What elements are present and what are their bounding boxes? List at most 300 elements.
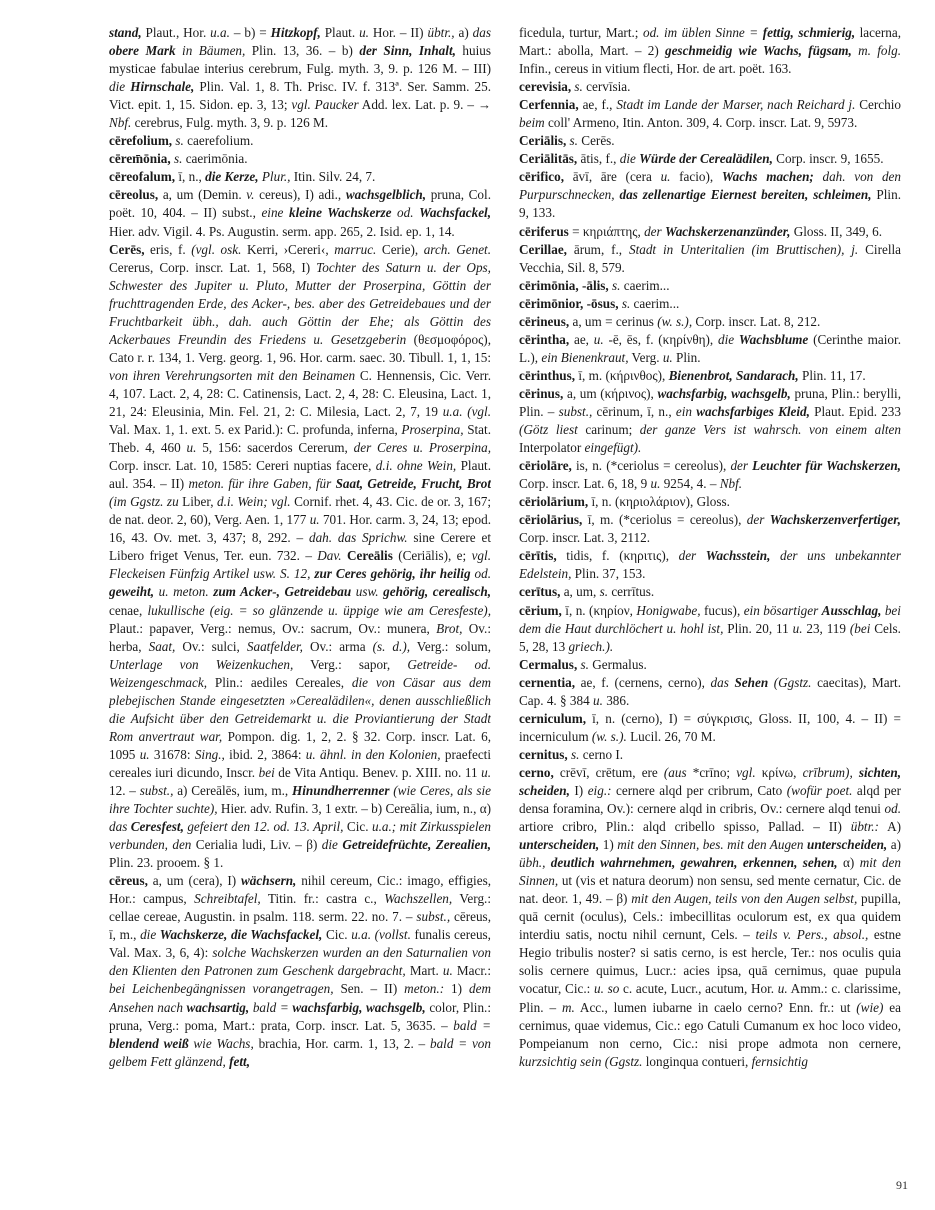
dictionary-entry [519,710,901,746]
entry-text: ī, n. (κηρίον, [561,602,637,618]
entry-text: Würde der Cerealädilen, [639,151,773,167]
entry-text: u. so [594,981,620,997]
entry-text: a, um, [560,584,600,600]
entry-text: carinum; [577,422,640,438]
entry-text: a, um (cera), I) [147,873,242,889]
entry-text: ibid. 2, 3864: [224,746,306,762]
entry-text: s. [173,151,183,167]
entry-text: s. [574,79,583,95]
entry-text: pruna, Col. poët. 10, 404. – II) subst., [109,187,491,221]
entry-text: blendend weiß [109,1035,189,1051]
entry-text: caerimōnia. [182,151,248,167]
entry-text: ae, f. (cernens, cerno), [575,674,711,690]
entry-text: Macr.: [452,963,491,979]
entry-text: cereus), I) adi., [254,187,346,203]
entry-text: s. [612,277,621,293]
entry-text: vgl. Paucker [291,97,359,113]
dictionary-entry [109,168,491,186]
entry-text: is, n. (*ceriolus = cereolus), [571,458,731,474]
entry-text: α) [837,855,860,871]
entry-text: u. [593,692,603,708]
entry-headword: cēreolus, [109,187,159,203]
entry-text: gefeiert den 12. od. 13. April, [183,819,344,835]
entry-text: Stat. Theb. 4, 460 [109,422,491,456]
entry-text: Sing., [194,746,225,762]
entry-text: caerefolium. [183,133,254,149]
dictionary-entry [519,367,901,385]
entry-text: Sen. – II) [333,981,405,997]
entry-text: (wie Ceres, als sie ihre Tochter suchte), [109,782,491,817]
entry-text: facio), [670,169,722,185]
entry-text: die [109,79,131,95]
entry-text: Val. Max. 1, 1. ext. 5. ex Parid.): C. profunda, inferna, [109,422,402,438]
entry-text: Stadt im Lande der Marser, nach Reichard j. [616,97,856,113]
dictionary-entry [519,96,901,132]
entry-text: (Ggstz. [768,674,812,690]
entry-text: s. [599,584,609,600]
entry-text: u. [650,476,661,492]
entry-text: der uns unbekannter Edelstein, [519,548,901,582]
entry-text: u.a. (vollst. [351,927,411,943]
entry-text: A) [878,819,901,835]
entry-text: Tochter des Saturn u. der Ops, Schwester des Jupiter u. Pluto, Mutter der Proserpina, Göttin der fruchttragenden Erde, des Acker-, bes. aber des Getreidebaues und der Fruchtbarkeit übh., dah. auch Göttin der Ehe; als Göttin des Ackerbaues Freundin des Friedens u. Gesetzgeberin [109,259,491,347]
entry-text: Wachskerze, die Wachsfackel, [159,927,323,943]
entry-text: usw. [351,584,379,600]
entry-text: 23, 119 [802,620,850,636]
dictionary-entry [519,241,901,277]
entry-text: Hier. adv. Vigil. 4. Ps. Augustin. serm. app. 265, 2. Isid. ep. 1, 14. [109,223,455,239]
entry-text: bald = [249,999,293,1015]
entry-text: u. [186,440,197,456]
entry-text: d.i. ohne Wein, [375,458,457,474]
entry-text: artiore cribro, Plin.: alqd cribello spisso, Pallad. – II) [519,819,851,835]
entry-headword: cērineus, [519,313,570,329]
entry-text: Stadt in Unteritalien (im Bruttischen), j. [628,241,859,257]
entry-text: 31678: [149,746,195,762]
entry-text: (Ceriālis), e; [392,548,472,564]
entry-text: der [730,458,753,474]
entry-text: Nbf. [719,476,743,492]
entry-text: die von Cäsar aus dem plebejischen Stande eingesetzten »Cerealädilen«, denen ausschließlich die Aufsicht über den Getreidemarkt u. die Proviantierung der Stadt Rom anvertraut war, [109,674,491,744]
entry-text: die [718,331,739,347]
entry-text: Plin. 9, 133. [519,187,901,221]
entry-text: Plin.: aediles Cereales, [207,674,352,690]
entry-text: ae, f., [578,97,617,113]
entry-text: Interpolator [519,440,585,456]
entry-text: der [644,223,665,239]
entry-text: Hitzkopf, [270,25,321,40]
entry-text: Ceresfest, [130,819,184,835]
entry-text: Brot, [436,620,463,636]
entry-text: u. [359,25,369,40]
entry-text: cēreus, ī, m., [109,909,491,943]
entry-text: Cic. [322,927,352,943]
entry-text: u.a. (vgl. [442,403,491,419]
entry-text: Cerēs. [577,133,615,149]
entry-text: 1) [444,981,469,997]
entry-text: Amm.: c. clarissime, Plin. – [519,981,901,1015]
entry-text: fettig, schmierig, [762,25,856,40]
entry-text: Cornif. rhet. 4, 43. Cic. de or. 3, 167; de nat. deor. 2, 60), Verg. Aen. 1, 177 [109,494,491,528]
entry-text: Bienenbrot, Sandarach, [668,367,799,383]
entry-text: u. [481,764,491,780]
entry-text: Verg.: solum, [410,638,491,654]
entry-text: Saat, Getreide, Frucht, Brot [335,476,491,492]
dictionary-entry [109,186,491,240]
entry-text: Plin. 23. prooem. § 1. [109,855,224,871]
entry-text: Plin. 11, 17. [798,367,866,383]
entry-text: (w. s.). [591,728,627,744]
entry-text: c. acute, Lucr., acutum, Hor. [619,981,778,997]
entry-text: wachsartig, [186,999,250,1015]
entry-text: 701. Hor. carm. 3, 24, 13; epod. 16, 43. Ov. met. 3, 437; 8, 292. – [109,512,491,546]
entry-text: ein bösartiger [743,602,822,618]
entry-text: estne Hegio tribulis noster? si satis cerno, is est hercle, Ter.: nos oculis quia solis cernere quimus, Lucr.: acies ipsa, quā cernimus, quae pupula vocatur, Cic.: [519,927,901,997]
entry-text: Cerialia ludi, Liv. – β) [191,837,322,853]
entry-text: vgl. Fleckeisen Fünfzig Artikel usw. S. 12, [109,548,491,582]
entry-text: (wofür poet. [786,782,853,798]
entry-text: de Vita Antiqu. Benev. p. XIII. no. 11 [274,764,482,780]
entry-text: s. [571,746,580,762]
entry-text: Plaut. [320,25,360,40]
dictionary-entry [109,241,491,873]
entry-text: ae, [569,331,594,347]
dictionary-entry [519,746,901,764]
entry-text: wachsfarbig, wachsgelb, [292,999,426,1015]
dictionary-entry [519,547,901,583]
entry-text: od. im üblen Sinne = [642,25,763,40]
entry-text: subst., [416,909,451,925]
entry-text: s. [175,133,184,149]
entry-text: 5, 156: sacerdos Cererum, [196,440,354,456]
entry-text: Getreidefrüchte, Zerealien, [342,837,491,853]
entry-text: die [140,927,160,943]
entry-text: Sehen [734,674,769,690]
entry-text: sine Cerere et Libero friget Venus, Ter. eun. 732. – [109,530,491,564]
dictionary-entry [519,331,901,367]
entry-text: griech.). [568,638,614,654]
entry-text: Titin. fr.: castra c., [260,891,385,907]
entry-text: dah. von den Purpurschnecken, [519,169,901,203]
entry-text: (Cerinthe maior. L.), [519,331,901,365]
entry-text: mit den Augen, teils von den Augen selbst, [631,891,858,907]
entry-text: meton. für ihre Gaben, für [188,476,336,492]
entry-text: Cerchio [855,97,901,113]
entry-text: (Götz liest [519,422,578,438]
dictionary-entry [519,150,901,168]
entry-text: beim [519,115,545,131]
entry-headword: cēriolāre, [519,458,572,474]
entry-headword: Ceriālitās, [519,151,578,167]
entry-headword: cērifico, [519,169,565,185]
entry-text: Plin. [672,349,701,365]
entry-headword: cernitus, [519,746,568,762]
dictionary-entry [519,313,901,331]
dictionary-entry [519,674,901,710]
entry-text: u.a.; mit Zirkusspielen verbunden, den [109,819,491,853]
entry-text: C. Hennensis, Cic. Verr. 4, 107. Lact. 2, 4, 28: C. Catinensis, Lact. 2, 4, 28: C. Eleusina, Lact. 1, 21, 24: Eleusinia, Min. Fel. 21, 2: C. Milesia, Lact. 2, 7, 19 [109,367,491,419]
entry-text: u. [792,620,803,636]
entry-headword: cēreofalum, [109,169,176,185]
entry-text: u. meton. [154,584,209,600]
dictionary-entry [109,24,491,132]
entry-text: u. [777,981,788,997]
entry-text: fett, [229,1053,250,1069]
entry-text: Ausschlag, [821,602,882,618]
entry-text: stand, [109,25,142,40]
entry-text: -ē, ēs, f. (κηρίνθη), [603,331,719,347]
entry-text: caecitas), Mart. Cap. 4. § 384 [519,674,901,708]
entry-headword: cērītis, [519,548,557,564]
dictionary-entry [519,78,901,96]
dictionary-entry [519,24,901,78]
entry-text: kurzsichtig sein (Ggstz. [519,1053,643,1069]
entry-headword: cērefolium, [109,133,173,149]
entry-text: der [746,512,770,528]
entry-text: dem Ansehen nach [109,981,491,1015]
entry-headword: Cereālis [346,548,393,564]
entry-text: coll' Armeno, Itin. Anton. 309, 4. Corp. inscr. Lat. 9, 5973. [544,115,858,131]
entry-text: Hier. adv. Rufin. 3, 1 extr. – b) Cereālia, ium, n., α) [217,801,491,817]
entry-text: āvī, āre (cera [564,169,661,185]
entry-text: Itin. Silv. 24, 7. [290,169,376,185]
entry-text: ea cernimus, quae videmus, Cic.: ego Catuli Cumanum ex hoc loco video, Pompeianum non cerno, Cic.: nisi prope admota non cernere, [519,999,901,1051]
entry-text: praefecti cereales iuri dicundo, Inscr. [109,746,491,780]
entry-text: Cirella Vecchia, Sil. 8, 579. [519,241,901,275]
dictionary-entry [519,457,901,493]
entry-text: cerebrus, Fulg. myth. 3, 9. p. 126 M. [131,115,329,131]
entry-text: u. [660,169,671,185]
entry-text: caerim... [630,295,680,311]
entry-text: Verg.: cellae cereae, Augustin. in psalm. 118. serm. 22. no. 7. – [109,891,491,925]
entry-text: Leuchter für Wachskerzen, [752,458,901,474]
entry-headword: cerno, [519,764,554,780]
entry-text: s. [580,656,589,672]
entry-text: das zellenartige Eiernest bereiten, schleimen, [619,187,872,203]
entry-headword: cerītus, [519,584,561,600]
entry-text: (aus [663,764,687,780]
entry-text: Add. lex. Lat. p. 9. – [358,97,478,113]
entry-text: od. [884,801,901,817]
entry-text: Wachskerzenanzünder, [664,223,791,239]
entry-text: das [710,674,735,690]
entry-text: Lucil. 26, 70 M. [626,728,716,744]
entry-text: = κηριάπτης, [568,223,645,239]
dictionary-entry [519,764,901,1071]
entry-text: der Sinn, Inhalt, [359,43,456,59]
entry-text: eig.: [587,782,612,798]
entry-text: gehörig, cerealisch, [383,584,491,600]
entry-text: nihil cereum, Cic.: imago, effigies, Hor.: campus, [109,873,491,907]
entry-text: bald = von gelbem Fett glänzend, [109,1035,491,1069]
entry-text: Wachskerzenverfertiger, [769,512,901,528]
entry-headword: cernentia, [519,674,576,690]
entry-text: od. [470,566,491,582]
entry-text: die [321,837,343,853]
entry-text: ī, n. (cerno), I) = σύγκρισις, Gloss. II, 100, 4. – II) = incerniculum [519,710,901,744]
entry-text: s. [621,295,631,311]
entry-text: bei [258,764,275,780]
entry-text: u. [309,512,320,528]
entry-text: Schreibtafel, [194,891,261,907]
entry-text: d.i. Wein; vgl. [217,494,291,510]
entry-headword: cērinus, [519,385,564,401]
entry-headword: cērimōnior, -ōsus, [519,295,619,311]
entry-headword: Ceriālis, [519,133,567,149]
entry-text: vgl. [736,764,756,780]
entry-text: m. folg. [858,43,901,59]
entry-text: (θεσμοφόρος), Cato r. r. 134, 1. Verg. georg. 1, 96. Hor. carm. saec. 30. Tibull. 1, 1, 15: [109,331,491,365]
entry-text: teils v. Pers., absol., [755,927,869,943]
entry-text: bald = [453,1017,491,1033]
entry-headword: cerevisia, [519,79,572,95]
entry-text: subst., [139,782,174,798]
right-column [519,24,901,1174]
entry-headword: cērem̄ōnia, [109,151,171,167]
entry-headword: Cerillae, [519,241,567,257]
entry-text: κρίνω, [755,764,803,780]
entry-text: alqd per densa foramina, Ov.): cernere alqd in cribris, Ov.: cernere alqd tenui [519,782,901,817]
entry-text: s. [569,133,578,149]
entry-text: cerno I. [579,746,624,762]
entry-text: Acc., lumen iubarne in caelo cerno? Enn. fr.: ut [574,999,857,1015]
dictionary-entry [519,168,901,222]
entry-text: Plin. Val. 1, 8. Th. Prisc. IV. f. 313ª. Ser. Samm. 25. Vict. epit. 1, 15. Sidon. ep. 3, 13; [109,79,491,113]
entry-text: Mart. [405,963,443,979]
entry-text: lukullische (eig. = so glänzende u. üppige wie am Ceresfeste), [147,602,491,618]
dictionary-entry [519,295,901,313]
entry-text: 386. [602,692,630,708]
entry-text: mit den Sinnen, bes. mit den Augen [617,837,807,853]
entry-text: Cerie), [376,241,424,257]
entry-text: tidis, f. (κηριτις), [556,548,679,564]
entry-text: Liber, [178,494,218,510]
entry-text: wachsfarbig, wachsgelb, [657,385,791,401]
entry-text: (im Ggstz. zu [109,494,179,510]
entry-text: ein Bienenkraut, [541,349,629,365]
entry-text: Germalus. [588,656,647,672]
entry-text: Unterlage von Weizenkuchen, [109,656,294,672]
entry-text: brachia, Hor. carm. 1, 13, 2. – [253,1035,430,1051]
dictionary-entry [519,511,901,547]
entry-headword: cērintha, [519,331,570,347]
entry-text: (s. d.), [372,638,411,654]
dictionary-entry [519,223,901,241]
entry-text: m. [561,999,575,1015]
dictionary-entry [519,385,901,457]
entry-text: Plur., [261,169,291,185]
entry-text: kleine Wachskerze [288,205,392,221]
entry-text: (vgl. osk. [191,241,242,257]
entry-text: I) [569,782,588,798]
entry-text: ein [675,403,697,419]
entry-text: meton.: [404,981,445,997]
entry-text: Hor. – II) [368,25,428,40]
entry-text: lacerna, Mart.: abolla, Mart. – 2) [519,25,901,59]
dictionary-entry [109,150,491,168]
entry-text: cernere alqd per cribrum, Cato [611,782,787,798]
entry-text: marruc. [334,241,377,257]
entry-text: color, Plin.: pruna, Verg.: poma, Mart.: prata, Corp. inscr. Lat. 5, 3635. – [109,999,491,1033]
entry-text: Wachszellen, [384,891,453,907]
entry-text: longinqua contueri, [642,1053,752,1069]
entry-headword: cēriolārius, [519,512,583,528]
entry-headword: cerniculum, [519,710,587,726]
entry-text: (w. s.), [657,313,693,329]
entry-text: Corp. inscr. Lat. 6, 18, 9 [519,476,651,492]
entry-text: Getreide- od. Weizengeschmack, [109,656,491,690]
entry-text: eingefügt). [584,440,642,456]
entry-text: funalis cereus, Val. Max. 3, 6, 4): [109,927,491,961]
entry-text: die Kerze, [205,169,259,185]
entry-text: dah. das Sprichw. [308,530,408,546]
entry-text: obere Mark [109,43,176,59]
entry-text: ut (vis et natura deorum) non sensu, sed mente cernatur, Cic. de nat. deor. 1, 49. – β) [519,873,901,907]
entry-headword: cērium, [519,602,562,618]
dictionary-entry [519,602,901,656]
dictionary-entry [519,493,901,511]
page-number: 91 [896,1178,908,1192]
entry-text: Plin. 20, 11 [723,620,793,636]
entry-text: Gloss. II, 349, 6. [790,223,882,239]
entry-text: Ov.: arma [302,638,373,654]
entry-text: unterscheiden, [807,837,888,853]
dictionary-entry [519,277,901,295]
entry-text: 1) [599,837,618,853]
entry-text: sichten, scheiden, [519,764,901,798]
entry-text: 9254, 4. – [660,476,720,492]
entry-text: Dav. [317,548,342,564]
entry-text: caerim... [620,277,670,293]
entry-headword: Cermalus, [519,656,578,672]
entry-text: übh., [519,855,546,871]
entry-text: v. [246,187,255,203]
entry-text: cerrītus. [608,584,655,600]
entry-text: Pompon. dig. 1, 2, 2. § 32. Corp. inscr. Lat. 6, 1095 [109,728,491,762]
entry-text: der Ceres u. Proserpina, [353,440,491,456]
entry-text: arch. Genet. [423,241,491,257]
entry-text: ī, m. (*ceriolus = cereolus), [582,512,747,528]
entry-text: Saatfelder, [246,638,303,654]
entry-text: a) [454,25,473,40]
entry-headword: Cerfennia, [519,97,579,113]
entry-text: u. [139,746,150,762]
entry-text: der [678,548,706,564]
entry-text: wie Wachs, [188,1035,254,1051]
entry-text: Corp. inscr. Lat. 3, 2112. [519,530,651,546]
entry-text: Infin., cereus in vitium flecti, Hor. de art. poët. 163. [519,61,792,77]
entry-text: 12. – [109,782,140,798]
entry-text: cērinum, ī, n., [592,403,676,419]
entry-text: mit den Sinnen, [519,855,901,889]
entry-text: Verg. [628,349,663,365]
entry-text: Cererus, Corp. inscr. Lat. 1, 568, I) [109,259,317,275]
entry-text: Cels. 5, 28, 13 [519,620,901,654]
entry-text: u.a. [210,25,230,40]
entry-text: der ganze Vers ist wahrsch. von einem alten [639,422,901,438]
entry-text: Verg.: sapor, [293,656,408,672]
entry-text: u. [662,349,673,365]
entry-text: (bei [849,620,871,636]
entry-text: Plin. 37, 153. [571,566,646,582]
dictionary-entry [519,583,901,601]
entry-text: subst., [558,403,593,419]
entry-text: eine [261,205,289,221]
entry-text: a) [887,837,901,853]
entry-text: (wie) [856,999,884,1015]
entry-text: wächsern, [241,873,297,889]
entry-text: *crīno; [686,764,737,780]
